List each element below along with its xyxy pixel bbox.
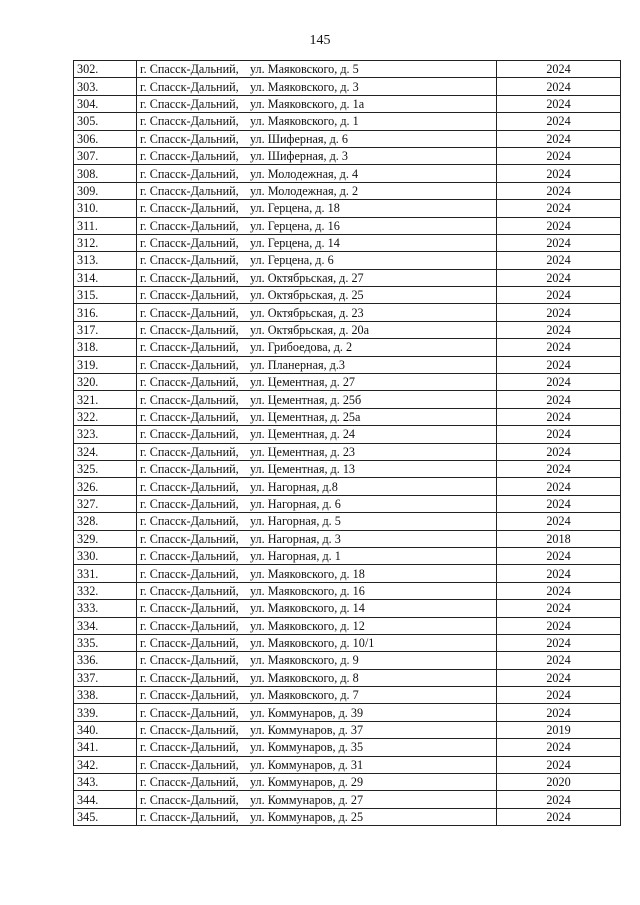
row-number: 332. bbox=[74, 582, 137, 599]
address-cell bbox=[137, 217, 497, 234]
table-row bbox=[74, 165, 621, 182]
year-cell: 2024 bbox=[497, 391, 621, 408]
street-address: ул. Маяковского, д. 5 bbox=[250, 62, 359, 77]
city-name: г. Спасск-Дальний, bbox=[140, 775, 239, 790]
row-number: 309. bbox=[74, 182, 137, 199]
table-row bbox=[74, 391, 621, 408]
address-cell bbox=[137, 391, 497, 408]
year-cell: 2024 bbox=[497, 287, 621, 304]
city-name: г. Спасск-Дальний, bbox=[140, 496, 239, 511]
city-name: г. Спасск-Дальний, bbox=[140, 375, 239, 390]
row-number: 329. bbox=[74, 530, 137, 547]
street-address: ул. Цементная, д. 13 bbox=[250, 462, 356, 477]
street-address: ул. Маяковского, д. 9 bbox=[250, 653, 359, 668]
address-cell bbox=[137, 374, 497, 391]
street-address: ул. Маяковского, д. 14 bbox=[250, 601, 365, 616]
table-row bbox=[74, 113, 621, 130]
city-name: г. Спасск-Дальний, bbox=[140, 410, 239, 424]
row-number: 337. bbox=[74, 669, 137, 686]
address-table bbox=[73, 60, 621, 826]
year-cell: 2024 bbox=[497, 652, 621, 669]
address-cell bbox=[137, 408, 497, 425]
address-cell bbox=[137, 165, 497, 182]
city-name: г. Спасск-Дальний, bbox=[140, 688, 239, 703]
row-number: 306. bbox=[74, 130, 137, 147]
street-address: ул. Нагорная, д.8 bbox=[250, 479, 338, 494]
address-cell bbox=[137, 600, 497, 617]
street-address: ул. Цементная, д. 25б bbox=[250, 392, 362, 407]
address-cell bbox=[137, 495, 497, 512]
row-number: 331. bbox=[74, 565, 137, 582]
city-name: г. Спасск-Дальний, bbox=[140, 305, 239, 320]
year-cell: 2024 bbox=[497, 78, 621, 95]
table-row bbox=[74, 652, 621, 669]
table-row bbox=[74, 565, 621, 582]
city-name: г. Спасск-Дальний, bbox=[140, 618, 239, 633]
table-row bbox=[74, 61, 621, 78]
city-name: г. Спасск-Дальний, bbox=[140, 288, 239, 303]
city-name: г. Спасск-Дальний, bbox=[140, 479, 239, 494]
city-name: г. Спасск-Дальний, bbox=[140, 583, 239, 598]
city-name: г. Спасск-Дальний, bbox=[140, 705, 239, 720]
city-name: г. Спасск-Дальний, bbox=[140, 809, 239, 824]
city-name: г. Спасск-Дальний, bbox=[140, 270, 239, 285]
street-address: ул. Шиферная, д. 3 bbox=[250, 149, 348, 164]
row-number: 316. bbox=[74, 304, 137, 321]
row-number: 303. bbox=[74, 78, 137, 95]
city-name: г. Спасск-Дальний, bbox=[140, 323, 239, 338]
street-address: ул. Октябрьская, д. 25 bbox=[250, 288, 364, 303]
address-cell bbox=[137, 774, 497, 791]
street-address: ул. Маяковского, д. 1 bbox=[250, 114, 359, 129]
table-row bbox=[74, 582, 621, 599]
table-row bbox=[74, 147, 621, 164]
row-number: 323. bbox=[74, 426, 137, 443]
year-cell: 2024 bbox=[497, 252, 621, 269]
row-number: 314. bbox=[74, 269, 137, 286]
year-cell: 2024 bbox=[497, 669, 621, 686]
row-number: 321. bbox=[74, 391, 137, 408]
street-address: ул. Герцена, д. 16 bbox=[250, 218, 340, 233]
table-row bbox=[74, 356, 621, 373]
address-cell bbox=[137, 61, 497, 78]
table-row bbox=[74, 443, 621, 460]
year-cell: 2024 bbox=[497, 617, 621, 634]
address-cell bbox=[137, 234, 497, 251]
street-address: ул. Коммунаров, д. 35 bbox=[250, 740, 364, 755]
year-cell: 2024 bbox=[497, 147, 621, 164]
year-cell: 2024 bbox=[497, 61, 621, 78]
year-cell: 2024 bbox=[497, 339, 621, 356]
row-number: 344. bbox=[74, 791, 137, 808]
city-name: г. Спасск-Дальний, bbox=[140, 96, 239, 111]
year-cell: 2024 bbox=[497, 130, 621, 147]
row-number: 308. bbox=[74, 165, 137, 182]
city-name: г. Спасск-Дальний, bbox=[140, 236, 239, 251]
address-cell bbox=[137, 669, 497, 686]
year-cell: 2024 bbox=[497, 165, 621, 182]
table-row bbox=[74, 78, 621, 95]
row-number: 339. bbox=[74, 704, 137, 721]
street-address: ул. Маяковского, д. 18 bbox=[250, 566, 365, 581]
address-cell bbox=[137, 252, 497, 269]
year-cell: 2024 bbox=[497, 739, 621, 756]
year-cell: 2024 bbox=[497, 443, 621, 460]
year-cell: 2024 bbox=[497, 95, 621, 112]
address-cell bbox=[137, 269, 497, 286]
row-number: 305. bbox=[74, 113, 137, 130]
row-number: 311. bbox=[74, 217, 137, 234]
row-number: 327. bbox=[74, 495, 137, 512]
street-address: ул. Маяковского, д. 7 bbox=[250, 688, 359, 703]
street-address: ул. Маяковского, д. 1а bbox=[250, 96, 365, 111]
row-number: 345. bbox=[74, 808, 137, 825]
street-address: ул. Коммунаров, д. 27 bbox=[250, 792, 364, 807]
address-table-body bbox=[74, 61, 621, 826]
row-number: 330. bbox=[74, 547, 137, 564]
city-name: г. Спасск-Дальний, bbox=[140, 218, 239, 233]
year-cell: 2024 bbox=[497, 304, 621, 321]
address-cell bbox=[137, 582, 497, 599]
street-address: ул. Планерная, д.3 bbox=[250, 357, 346, 372]
year-cell: 2024 bbox=[497, 460, 621, 477]
table-row bbox=[74, 600, 621, 617]
table-row bbox=[74, 513, 621, 530]
city-name: г. Спасск-Дальний, bbox=[140, 149, 239, 164]
address-cell bbox=[137, 739, 497, 756]
year-cell: 2024 bbox=[497, 687, 621, 704]
year-cell: 2024 bbox=[497, 565, 621, 582]
address-cell bbox=[137, 687, 497, 704]
street-address: ул. Коммунаров, д. 25 bbox=[250, 809, 364, 824]
table-row bbox=[74, 460, 621, 477]
city-name: г. Спасск-Дальний, bbox=[140, 114, 239, 129]
row-number: 310. bbox=[74, 200, 137, 217]
row-number: 342. bbox=[74, 756, 137, 773]
table-row bbox=[74, 530, 621, 547]
street-address: ул. Цементная, д. 23 bbox=[250, 444, 356, 459]
address-cell bbox=[137, 478, 497, 495]
year-cell: 2024 bbox=[497, 478, 621, 495]
row-number: 343. bbox=[74, 774, 137, 791]
table-row bbox=[74, 408, 621, 425]
row-number: 341. bbox=[74, 739, 137, 756]
city-name: г. Спасск-Дальний, bbox=[140, 62, 239, 77]
row-number: 328. bbox=[74, 513, 137, 530]
table-row bbox=[74, 808, 621, 825]
year-cell: 2024 bbox=[497, 582, 621, 599]
address-cell bbox=[137, 652, 497, 669]
city-name: г. Спасск-Дальний, bbox=[140, 462, 239, 477]
city-name: г. Спасск-Дальний, bbox=[140, 723, 239, 738]
year-cell: 2024 bbox=[497, 513, 621, 530]
street-address: ул. Грибоедова, д. 2 bbox=[250, 340, 353, 355]
table-row bbox=[74, 304, 621, 321]
city-name: г. Спасск-Дальний, bbox=[140, 183, 239, 198]
city-name: г. Спасск-Дальний, bbox=[140, 740, 239, 755]
street-address: ул. Октябрьская, д. 27 bbox=[250, 270, 364, 285]
table-row bbox=[74, 687, 621, 704]
address-cell bbox=[137, 513, 497, 530]
table-row bbox=[74, 95, 621, 112]
year-cell: 2024 bbox=[497, 408, 621, 425]
year-cell: 2024 bbox=[497, 704, 621, 721]
table-row bbox=[74, 426, 621, 443]
row-number: 325. bbox=[74, 460, 137, 477]
address-cell bbox=[137, 78, 497, 95]
city-name: г. Спасск-Дальний, bbox=[140, 357, 239, 372]
address-cell bbox=[137, 304, 497, 321]
table-row bbox=[74, 756, 621, 773]
table-row bbox=[74, 478, 621, 495]
year-cell: 2024 bbox=[497, 321, 621, 338]
city-name: г. Спасск-Дальний, bbox=[140, 166, 239, 181]
street-address: ул. Нагорная, д. 5 bbox=[250, 514, 341, 529]
year-cell: 2024 bbox=[497, 756, 621, 773]
city-name: г. Спасск-Дальний, bbox=[140, 601, 239, 616]
table-row bbox=[74, 321, 621, 338]
street-address: ул. Цементная, д. 24 bbox=[250, 427, 356, 442]
table-row bbox=[74, 374, 621, 391]
year-cell: 2024 bbox=[497, 182, 621, 199]
street-address: ул. Герцена, д. 14 bbox=[250, 236, 340, 251]
address-cell bbox=[137, 321, 497, 338]
address-cell bbox=[137, 721, 497, 738]
table-row bbox=[74, 200, 621, 217]
street-address: ул. Маяковского, д. 10/1 bbox=[250, 636, 375, 651]
row-number: 324. bbox=[74, 443, 137, 460]
city-name: г. Спасск-Дальний, bbox=[140, 427, 239, 442]
row-number: 338. bbox=[74, 687, 137, 704]
street-address: ул. Коммунаров, д. 29 bbox=[250, 775, 364, 790]
city-name: г. Спасск-Дальний, bbox=[140, 566, 239, 581]
table-row bbox=[74, 217, 621, 234]
year-cell: 2024 bbox=[497, 217, 621, 234]
year-cell: 2024 bbox=[497, 269, 621, 286]
street-address: ул. Маяковского, д. 16 bbox=[250, 583, 365, 598]
row-number: 307. bbox=[74, 147, 137, 164]
table-row bbox=[74, 669, 621, 686]
city-name: г. Спасск-Дальний, bbox=[140, 340, 239, 355]
table-row bbox=[74, 739, 621, 756]
table-row bbox=[74, 339, 621, 356]
address-cell bbox=[137, 147, 497, 164]
table-row bbox=[74, 130, 621, 147]
street-address: ул. Молодежная, д. 4 bbox=[250, 166, 359, 181]
city-name: г. Спасск-Дальний, bbox=[140, 392, 239, 407]
city-name: г. Спасск-Дальний, bbox=[140, 514, 239, 529]
city-name: г. Спасск-Дальний, bbox=[140, 636, 239, 651]
address-cell bbox=[137, 339, 497, 356]
city-name: г. Спасск-Дальний, bbox=[140, 549, 239, 564]
city-name: г. Спасск-Дальний, bbox=[140, 131, 239, 146]
year-cell: 2024 bbox=[497, 547, 621, 564]
year-cell: 2024 bbox=[497, 356, 621, 373]
street-address: ул. Нагорная, д. 1 bbox=[250, 549, 341, 564]
row-number: 320. bbox=[74, 374, 137, 391]
street-address: ул. Маяковского, д. 3 bbox=[250, 79, 359, 94]
year-cell: 2024 bbox=[497, 600, 621, 617]
year-cell: 2024 bbox=[497, 791, 621, 808]
street-address: ул. Нагорная, д. 3 bbox=[250, 531, 341, 546]
year-cell: 2024 bbox=[497, 374, 621, 391]
row-number: 336. bbox=[74, 652, 137, 669]
address-cell bbox=[137, 287, 497, 304]
year-cell: 2024 bbox=[497, 113, 621, 130]
street-address: ул. Маяковского, д. 12 bbox=[250, 618, 365, 633]
year-cell: 2024 bbox=[497, 200, 621, 217]
row-number: 312. bbox=[74, 234, 137, 251]
table-row bbox=[74, 234, 621, 251]
row-number: 317. bbox=[74, 321, 137, 338]
street-address: ул. Коммунаров, д. 39 bbox=[250, 705, 364, 720]
year-cell: 2024 bbox=[497, 234, 621, 251]
row-number: 302. bbox=[74, 61, 137, 78]
city-name: г. Спасск-Дальний, bbox=[140, 653, 239, 668]
city-name: г. Спасск-Дальний, bbox=[140, 79, 239, 94]
address-cell bbox=[137, 704, 497, 721]
table-row bbox=[74, 495, 621, 512]
row-number: 322. bbox=[74, 408, 137, 425]
address-cell bbox=[137, 634, 497, 651]
address-cell bbox=[137, 182, 497, 199]
street-address: ул. Октябрьская, д. 20а bbox=[250, 323, 370, 338]
year-cell: 2024 bbox=[497, 808, 621, 825]
row-number: 313. bbox=[74, 252, 137, 269]
city-name: г. Спасск-Дальний, bbox=[140, 253, 239, 268]
row-number: 334. bbox=[74, 617, 137, 634]
row-number: 304. bbox=[74, 95, 137, 112]
street-address: ул. Октябрьская, д. 23 bbox=[250, 305, 364, 320]
address-cell bbox=[137, 808, 497, 825]
address-cell bbox=[137, 356, 497, 373]
table-row bbox=[74, 252, 621, 269]
city-name: г. Спасск-Дальний, bbox=[140, 444, 239, 459]
street-address: ул. Маяковского, д. 8 bbox=[250, 670, 359, 685]
address-cell bbox=[137, 426, 497, 443]
year-cell: 2020 bbox=[497, 774, 621, 791]
table-row bbox=[74, 704, 621, 721]
street-address: ул. Нагорная, д. 6 bbox=[250, 496, 341, 511]
year-cell: 2019 bbox=[497, 721, 621, 738]
address-cell bbox=[137, 200, 497, 217]
table-row bbox=[74, 182, 621, 199]
table-row bbox=[74, 791, 621, 808]
table-row bbox=[74, 774, 621, 791]
address-cell bbox=[137, 460, 497, 477]
year-cell: 2024 bbox=[497, 634, 621, 651]
row-number: 335. bbox=[74, 634, 137, 651]
street-address: ул. Коммунаров, д. 31 bbox=[250, 757, 364, 772]
table-row bbox=[74, 547, 621, 564]
table-row bbox=[74, 634, 621, 651]
row-number: 319. bbox=[74, 356, 137, 373]
row-number: 333. bbox=[74, 600, 137, 617]
table-row bbox=[74, 617, 621, 634]
address-cell bbox=[137, 756, 497, 773]
street-address: ул. Молодежная, д. 2 bbox=[250, 183, 359, 198]
row-number: 315. bbox=[74, 287, 137, 304]
address-cell bbox=[137, 95, 497, 112]
table-row bbox=[74, 269, 621, 286]
address-cell bbox=[137, 130, 497, 147]
city-name: г. Спасск-Дальний, bbox=[140, 757, 239, 772]
year-cell: 2018 bbox=[497, 530, 621, 547]
city-name: г. Спасск-Дальний, bbox=[140, 792, 239, 807]
street-address: ул. Шиферная, д. 6 bbox=[250, 131, 348, 146]
city-name: г. Спасск-Дальний, bbox=[140, 201, 239, 216]
street-address: ул. Герцена, д. 18 bbox=[250, 201, 340, 216]
address-cell bbox=[137, 617, 497, 634]
address-cell bbox=[137, 791, 497, 808]
street-address: ул. Коммунаров, д. 37 bbox=[250, 723, 364, 738]
page-number: 145 bbox=[309, 33, 331, 48]
city-name: г. Спасск-Дальний, bbox=[140, 531, 239, 546]
row-number: 340. bbox=[74, 721, 137, 738]
address-cell bbox=[137, 443, 497, 460]
table-row bbox=[74, 721, 621, 738]
row-number: 318. bbox=[74, 339, 137, 356]
address-cell bbox=[137, 547, 497, 564]
city-name: г. Спасск-Дальний, bbox=[140, 670, 239, 685]
street-address: ул. Цементная, д. 25а bbox=[250, 410, 361, 424]
year-cell: 2024 bbox=[497, 495, 621, 512]
address-cell bbox=[137, 113, 497, 130]
address-cell bbox=[137, 530, 497, 547]
street-address: ул. Герцена, д. 6 bbox=[250, 253, 334, 268]
street-address: ул. Цементная, д. 27 bbox=[250, 375, 356, 390]
year-cell: 2024 bbox=[497, 426, 621, 443]
address-cell bbox=[137, 565, 497, 582]
row-number: 326. bbox=[74, 478, 137, 495]
table-row bbox=[74, 287, 621, 304]
